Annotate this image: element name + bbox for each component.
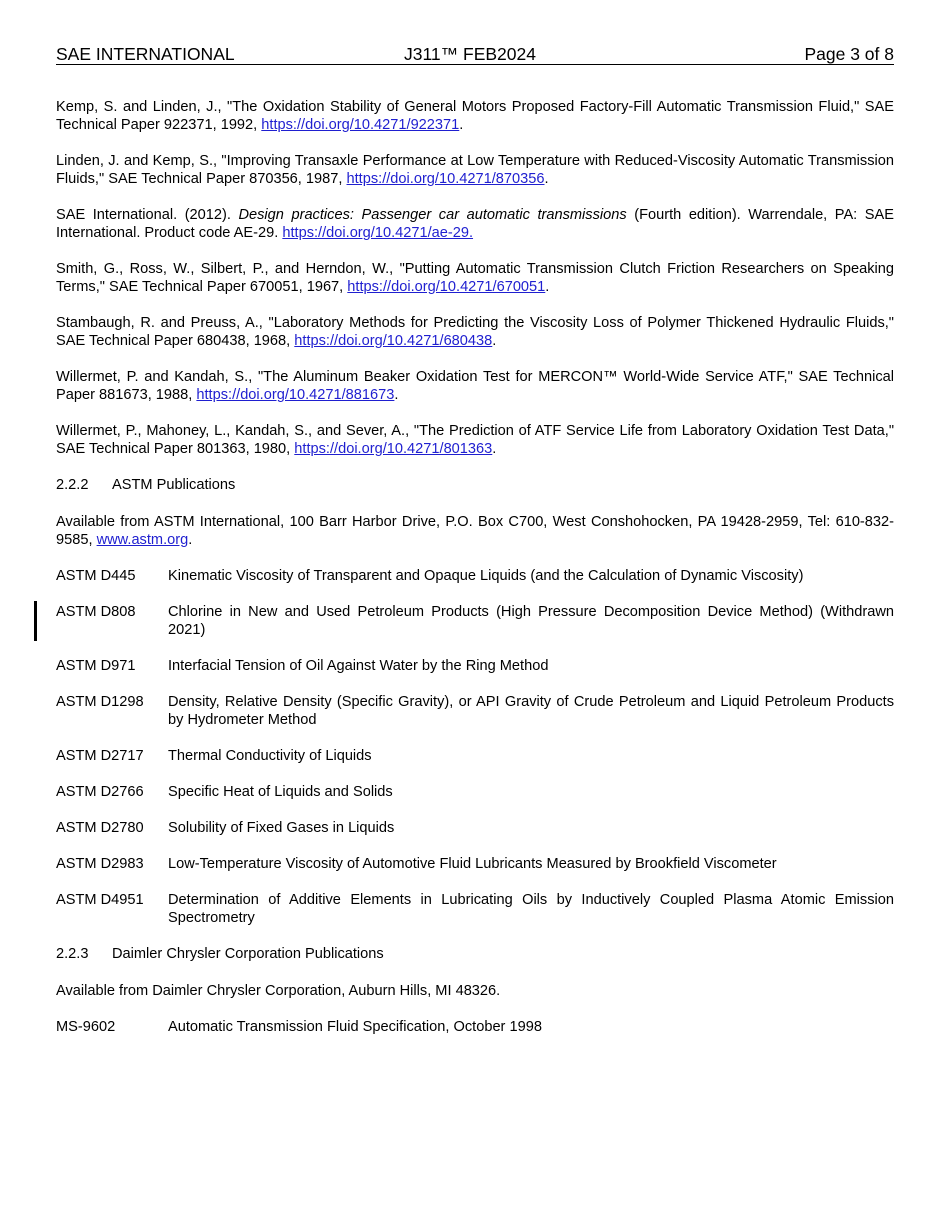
document-body	[56, 98, 894, 1054]
header-page-number: Page 3 of 8	[804, 44, 894, 64]
standard-title: Density, Relative Density (Specific Gravity), or API Gravity of Crude Petroleum and Liquid Petroleum Products by Hydrometer Method	[168, 694, 894, 728]
standard-entry	[56, 1018, 894, 1036]
astm-website-link[interactable]: www.astm.org	[96, 532, 189, 548]
standard-entry	[56, 855, 894, 873]
standard-entry	[56, 819, 894, 837]
reference-text: Smith, G., Ross, W., Silbert, P., and Herndon, W., "Putting Automatic Transmission Clutch Friction Researchers on Speaking Terms," SAE Technical Paper 670051, 1967,	[56, 261, 894, 295]
reference-book-title: Design practices: Passenger car automatic transmissions	[238, 207, 627, 223]
reference-text: Willermet, P. and Kandah, S., "The Aluminum Beaker Oxidation Test for MERCON™ World-Wide Service ATF," SAE Technical Paper 881673, 1988,	[56, 369, 894, 403]
header-organization: SAE INTERNATIONAL	[56, 44, 235, 64]
page-header	[56, 44, 894, 65]
standard-entry	[56, 891, 894, 927]
standard-entry	[56, 657, 894, 675]
reference-text: (Fourth edition). Warrendale, PA: SAE International. Product code AE-29.	[56, 207, 894, 241]
doi-link[interactable]: https://doi.org/10.4271/ae-29.	[282, 225, 474, 241]
standard-code: ASTM D971	[56, 658, 136, 674]
standard-code: ASTM D2983	[56, 856, 144, 872]
availability-note: Available from ASTM International, 100 Barr Harbor Drive, P.O. Box C700, West Conshohocken, PA 19428-2959, Tel: 610-832-9585, www.astm.org.	[56, 514, 894, 548]
standard-code: ASTM D2717	[56, 748, 144, 764]
reference-text: Kemp, S. and Linden, J., "The Oxidation Stability of General Motors Proposed Factory-Fill Automatic Transmission Fluid," SAE Technical Paper 922371, 1992,	[56, 99, 894, 133]
doi-link[interactable]: https://doi.org/10.4271/680438	[294, 333, 493, 349]
standard-title: Interfacial Tension of Oil Against Water by the Ring Method	[168, 658, 549, 674]
reference-entry: Kemp, S. and Linden, J., "The Oxidation Stability of General Motors Proposed Factory-Fill Automatic Transmission Fluid," SAE Technical Paper 922371, 1992, https://doi.org/10.4271/922371.	[56, 99, 894, 133]
standard-title: Automatic Transmission Fluid Specification, October 1998	[168, 1019, 542, 1035]
standard-entry	[56, 783, 894, 801]
standard-entry	[56, 567, 894, 585]
availability-note: Available from Daimler Chrysler Corporation, Auburn Hills, MI 48326.	[56, 983, 501, 999]
standard-code: ASTM D1298	[56, 694, 144, 710]
standard-code: ASTM D2780	[56, 820, 144, 836]
doi-link[interactable]: https://doi.org/10.4271/801363	[294, 441, 493, 457]
standard-title: Low-Temperature Viscosity of Automotive Fluid Lubricants Measured by Brookfield Viscometer	[168, 856, 777, 872]
section-title: ASTM Publications	[112, 477, 236, 493]
reference-entry: Willermet, P., Mahoney, L., Kandah, S., and Sever, A., "The Prediction of ATF Service Life from Laboratory Oxidation Test Data," SAE Technical Paper 801363, 1980, https://doi.org/10.4271/801363.	[56, 423, 894, 457]
reference-entry: Willermet, P. and Kandah, S., "The Aluminum Beaker Oxidation Test for MERCON™ World-Wide Service ATF," SAE Technical Paper 881673, 1988, https://doi.org/10.4271/881673.	[56, 369, 894, 403]
reference-text: SAE International. (2012).	[56, 207, 239, 223]
standard-code: MS-9602	[56, 1019, 116, 1035]
standard-entry	[56, 693, 894, 729]
standard-code: ASTM D445	[56, 568, 136, 584]
section-number: 2.2.2	[56, 477, 89, 493]
doi-link[interactable]: https://doi.org/10.4271/881673	[196, 387, 395, 403]
standard-title: Kinematic Viscosity of Transparent and Opaque Liquids (and the Calculation of Dynamic Viscosity)	[168, 568, 804, 584]
section-heading-daimler	[56, 945, 894, 963]
standard-entry	[56, 603, 894, 639]
standard-code: ASTM D2766	[56, 784, 144, 800]
standard-entry	[56, 747, 894, 765]
availability-text: Available from ASTM International, 100 Barr Harbor Drive, P.O. Box C700, West Conshohocken, PA 19428-2959, Tel: 610-832-9585,	[56, 514, 894, 548]
section-heading-astm	[56, 476, 894, 494]
standard-code: ASTM D4951	[56, 892, 144, 908]
section-title: Daimler Chrysler Corporation Publications	[112, 946, 384, 962]
header-document-id: J311™ FEB2024	[404, 44, 536, 64]
standard-title: Chlorine in New and Used Petroleum Products (High Pressure Decomposition Device Method) (Withdrawn 2021)	[168, 604, 894, 638]
doi-link[interactable]: https://doi.org/10.4271/870356	[346, 171, 545, 187]
revision-change-bar	[34, 601, 37, 641]
reference-text: Willermet, P., Mahoney, L., Kandah, S., and Sever, A., "The Prediction of ATF Service Life from Laboratory Oxidation Test Data," SAE Technical Paper 801363, 1980,	[56, 423, 894, 457]
doi-link[interactable]: https://doi.org/10.4271/670051	[347, 279, 546, 295]
reference-entry: Stambaugh, R. and Preuss, A., "Laboratory Methods for Predicting the Viscosity Loss of Polymer Thickened Hydraulic Fluids," SAE Technical Paper 680438, 1968, https://doi.org/10.4271/680438.	[56, 315, 894, 349]
reference-entry: Smith, G., Ross, W., Silbert, P., and Herndon, W., "Putting Automatic Transmission Clutch Friction Researchers on Speaking Terms," SAE Technical Paper 670051, 1967, https://doi.org/10.4271/670051.	[56, 261, 894, 295]
standard-code: ASTM D808	[56, 604, 136, 620]
doi-link[interactable]: https://doi.org/10.4271/922371	[261, 117, 460, 133]
reference-text: Stambaugh, R. and Preuss, A., "Laboratory Methods for Predicting the Viscosity Loss of Polymer Thickened Hydraulic Fluids," SAE Technical Paper 680438, 1968,	[56, 315, 894, 349]
standard-title: Determination of Additive Elements in Lubricating Oils by Inductively Coupled Plasma Atomic Emission Spectrometry	[168, 892, 894, 926]
standard-title: Specific Heat of Liquids and Solids	[168, 784, 393, 800]
reference-text: Linden, J. and Kemp, S., "Improving Transaxle Performance at Low Temperature with Reduced-Viscosity Automatic Transmission Fluids," SAE Technical Paper 870356, 1987,	[56, 153, 894, 187]
reference-entry	[56, 206, 894, 242]
standard-title: Solubility of Fixed Gases in Liquids	[168, 820, 395, 836]
standard-title: Thermal Conductivity of Liquids	[168, 748, 372, 764]
section-number: 2.2.3	[56, 946, 89, 962]
reference-entry: Linden, J. and Kemp, S., "Improving Transaxle Performance at Low Temperature with Reduced-Viscosity Automatic Transmission Fluids," SAE Technical Paper 870356, 1987, https://doi.org/10.4271/870356.	[56, 153, 894, 187]
